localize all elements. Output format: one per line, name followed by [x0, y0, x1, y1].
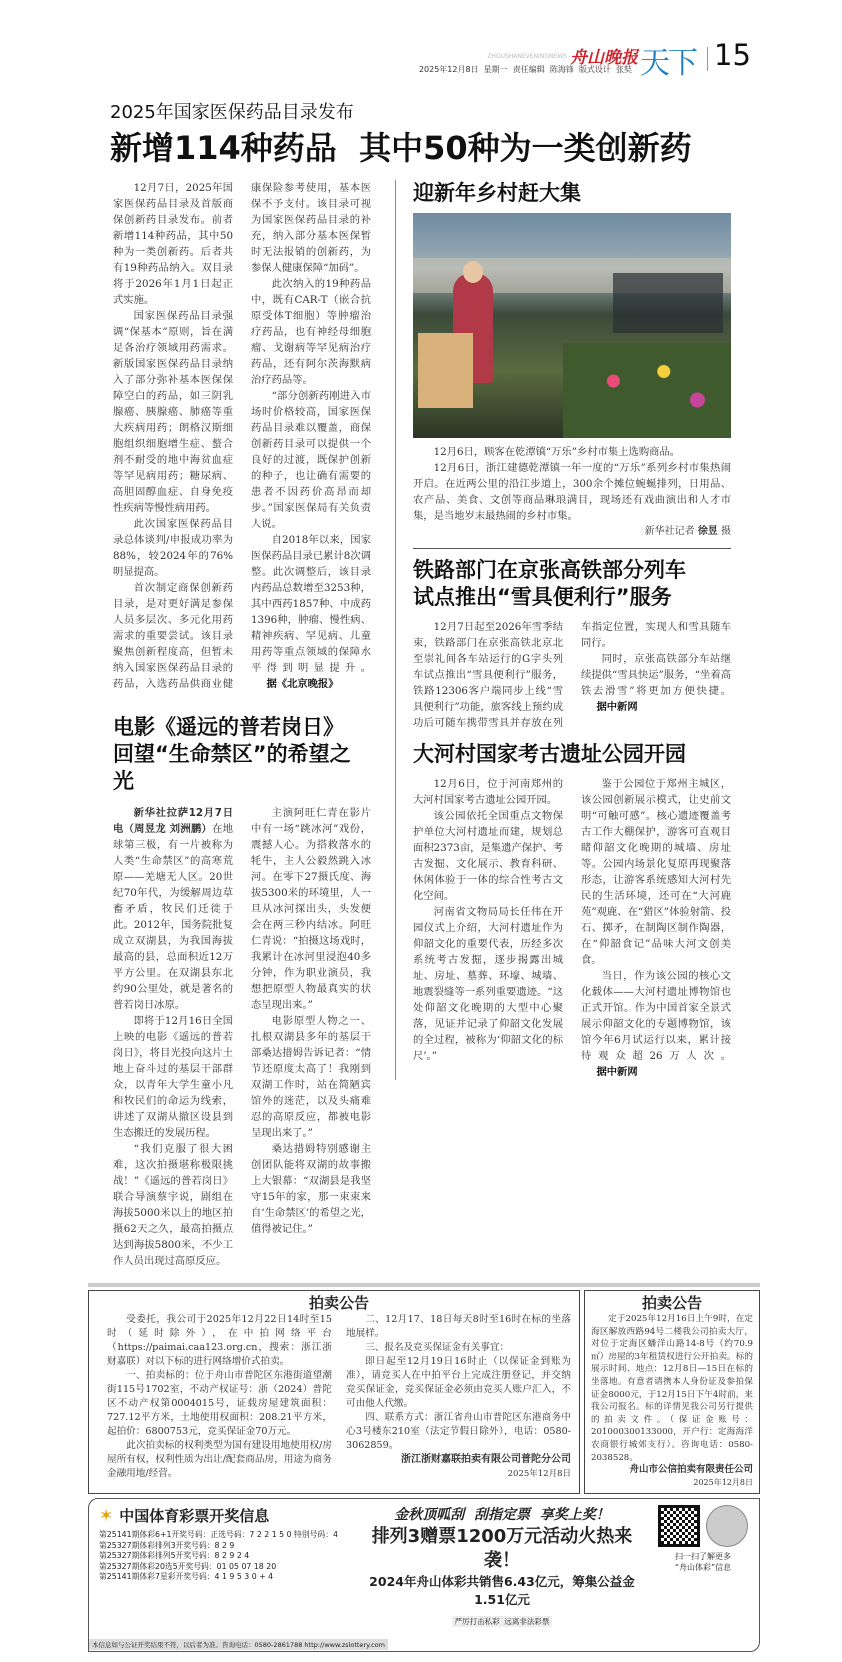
article-body-train	[413, 619, 731, 731]
paragraph: 二、12月17、18日每天8时至16时在标的坐落地展样。	[346, 1314, 571, 1339]
lottery-results	[99, 1530, 349, 1583]
paragraph: 主演阿旺仁青在影片中有一场“跳冰河”戏份，震撼人心。为搭救落水的牦牛，主人公毅然跳入冰河。在零下27摄氏度、海拔5300米的环境里，人一旦从冰河探出头，头发便会在两三秒内结冰。阿旺仁青说：“拍摄这场戏时，我累计在冰河里浸泡40多分钟，作为职业演员，我想把原型人物最真实的状态呈现出来。”	[251, 807, 371, 1011]
dateline: 2025年12月8日 星期一 责任编辑 陈海锋 版式设计 张奘	[418, 65, 632, 74]
lottery-url[interactable]: http://www.zslottery.com	[304, 1641, 385, 1650]
paragraph: 即日起至12月19日16时止（以保证金到账为准），请竞买人在中拍平台上完成注册登记，并交纳竞买保证金，竞买保证金必须由竞买人账户汇入，不可由他人代缴。	[346, 1356, 571, 1409]
ads-row	[88, 1283, 760, 1494]
headline: 新增114种药品 其中50种为一类创新药	[110, 129, 692, 167]
paragraph: 鉴于公园位于郑州主城区，该公园创新展示模式，让史前文明“可触可感”。核心遗迹覆盖考古工作大棚保护，游客可直观目睹仰韶文化晚期的城墙、房址等。公园内场景化复原再现聚落形态，让游客系统感知大河村先民的生活环境，还可在“大河鹿苑”观鹿、在“猎区”体验射箭、投石、掷矛，在制陶区制作陶器，在“仰韶食记”品味大河文创美食。	[581, 778, 731, 966]
paragraph: 此次国家医保药品目录总体谈判/申报成功率为88%，较2024年的76%明显提高。	[113, 518, 233, 578]
paragraph: 四、联系方式：浙江省舟山市普陀区东港商务中心3号楼东210室（法定节假日除外），电话：0580-3062859。	[346, 1412, 571, 1451]
credit-suffix: 摄	[721, 526, 731, 537]
masthead	[0, 0, 842, 100]
paragraph: 国家医保药品目录强调“保基本”原则，旨在满足各治疗领域用药需求。新版国家医保药品目录纳入了部分弥补基本医保保障空白的药品，如三阴乳腺癌、胰腺癌、肺癌等重大疾病用药；朗格汉斯细胞组织细胞增生症、螯合剂不耐受的地中海贫血症等罕见病用药；糖尿病、高胆固醇血症、自身免疫性疾病等慢性病用药。	[113, 310, 233, 514]
kicker: 2025年国家医保药品目录发布	[110, 102, 354, 123]
caption-line: 12月6日，顾客在乾潭镇“万乐”乡村市集上选购商品。	[433, 446, 681, 458]
paragraph: “我们克服了很大困难，这次拍摄堪称极限挑战！”《遥远的普若岗日》联合导演蔡宇说，剧组在海拔5000米以上的地区拍摄62天之久，最高拍摄点达到海拔5800米，不少工作人员出现过高原反应。	[113, 1143, 233, 1267]
paragraph: “部分创新药刚进入市场时价格较高，国家医保药品目录难以覆盖，商保创新药目录可以提供一个良好的过渡，既保护创新的种子，也让确有需要的患者不因药价高昂而却步。”国家医保局有关负责人说。	[251, 390, 371, 530]
paragraph: 一、拍卖标的：位于舟山市普陀区东港街道望潮街115号1702室，不动产权证号：浙（2024）普陀区不动产权第0004015号，证载房屋建筑面积：727.12平方米，土地使用权面积：208.21平方米，起拍价：6800753元，竞买保证金70万元。	[107, 1370, 332, 1437]
paragraph: 在地球第三极，有一片被称为人类“生命禁区”的高寒荒原——羌塘无人区。20世纪70年代，为缓解周边草畜矛盾，牧民们迁徙于此。2012年，国务院批复成立双湖县，为我国海拔最高的县，总面积近12万平方公里。在双湖县东北约90公里处，就是著名的普若岗日冰原。	[113, 823, 234, 1011]
paragraph: 自2018年以来，国家医保药品目录已累计8次调整。此次调整后，该目录内药品总数增至3253种，其中西药1857种、中成药1396种，肿瘤、慢性病、精神疾病、罕见病、儿童用药等重点领域的保障水平得到明显提升。	[251, 534, 371, 674]
park-article-title: 大河村国家考古遗址公园开园	[413, 742, 686, 766]
newspaper-logo: 舟山晚报	[570, 48, 638, 68]
title-line: 回望“生命禁区”的希望之光	[113, 742, 351, 793]
page-number: 15	[714, 38, 751, 72]
result-line: 第25141期体彩7星彩开奖号码：4 1 9 5 3 0 + 4	[99, 1572, 274, 1582]
paragraph: 此次拍卖标的权利类型为国有建设用地使用权/房屋所有权，权利性质为出让/配套商品房，用途为商务金融用地/经营。	[107, 1440, 332, 1479]
result-line: 第25327期体彩排列3开奖号码：8 2 9	[99, 1540, 235, 1550]
lottery-logo-icon: ✶	[99, 1505, 114, 1526]
auction-date: 2025年12月8日	[693, 1477, 753, 1487]
auction-signature: 浙江浙财嘉联拍卖有限公司普陀分公司	[401, 1454, 571, 1465]
paragraph: 桑达措姆特别感谢主创团队能将双湖的故事搬上大银幕：“双湖县是我坚守15年的家，那一束束来自‘生命禁区’的希望之光，值得被记住。”	[251, 1143, 371, 1235]
paragraph: 12月6日，位于河南郑州的大河村国家考古遗址公园开园。	[413, 778, 563, 806]
mini-program-code-icon[interactable]	[706, 1505, 748, 1547]
photo-caption	[413, 444, 731, 540]
auction-notice-2	[584, 1290, 760, 1494]
qr-caption-line: 扫一扫了解更多	[675, 1552, 731, 1562]
right-column	[395, 180, 731, 1080]
paragraph: 电影原型人物之一、扎根双湖县多年的基层干部桑达措姆告诉记者：“情节还原度太高了！我刚到双湖工作时，站在简陋宾馆外的迷茫，以及头痛难忍的高原反应，都被电影呈现出来了。”	[251, 1015, 371, 1139]
paragraph: 首次制定商保创新药目录，是对更好满足参保人员多层次、多元化用药需求的重要尝试。该目录聚焦创新程度高，但暂未纳入国家医保药品目录的药品，入选药品供商业健康保险参考使用，基本医保不予支付。该目录可视为国家医保药品目录的补充，纳入部分基本医保暂时无法报销的创新药，为参保人健康保障“加码”。	[113, 182, 371, 690]
lottery-slogans	[359, 1505, 645, 1628]
left-column	[113, 180, 371, 1269]
caption-text: 12月6日，浙江建德乾潭镇一年一度的“万乐”系列乡村市集热闹开启。在近两公里的沿江步道上，300余个摊位蜿蜒排列，日用品、农产品、美食、文创等商品琳琅满目，现场还有戏曲演出和人才市集，是当地岁末最热闹的乡村市集。	[413, 462, 731, 522]
credit-org: 新华社记者	[644, 526, 695, 537]
paragraph: 河南省文物局局长任伟在开园仪式上介绍，大河村遗址作为仰韶文化的重要代表，历经多次系统考古发掘，逐步揭露出城址、房址、墓葬、环壕、城墙、地震裂缝等一系列重要遗迹。“这处仰韶文化晚期的大型中心聚落，见证并记录了仰韶文化发展的全过程，被称为‘仰韶文化的标尺’。”	[413, 906, 563, 1062]
slogan-sales: 2024年舟山体彩共销售6.43亿元，筹集公益金1.51亿元	[369, 1574, 635, 1608]
result-line: 第25327期体彩排列5开奖号码：8 2 9 2 4	[99, 1551, 250, 1561]
paragraph: 受委托，我公司于2025年12月22日14时至15时（延时除外），在中拍网络平台（https://paimai.caa123.org.cn，搜索：浙江浙财嘉联）对以下标的进行网络增价式拍卖。	[107, 1314, 332, 1367]
market-photo	[413, 213, 731, 438]
auction-signature: 舟山市公信拍卖有限责任公司	[629, 1464, 753, 1476]
paragraph: 12月7日起至2026年雪季结束，铁路部门在京张高铁北京北至崇礼间各车站运行的G字头列车试点推出“雪具便利行”服务，铁路12306客户端同步上线“雪具便利行”功能，旅客线上预约成功后可随车携带雪具并存放在列车指定位置，实现人和雪具随车同行。	[413, 621, 731, 729]
slogan: 金秋顶呱刮 刮指定票 享奖上奖！	[394, 1507, 610, 1524]
paragraph: 定于2025年12月16日上午9时，在定海区解放西路94号二楼我公司拍卖大厅，对位于定海区蟠洋山路14-8号（约70.9㎡）房屋的3年租赁权进行公开拍卖。标的展示时间、地点：12月8日—15日在标的坐落地。有意者请携本人身份证及参拍保证金8000元，于12月15日下午4时前，来我公司报名。标的详情见我公司另行提供的拍卖文件。（保证金账号：201000300133000，开户行：定海海洋农商银行城郊支行）。咨询电话：0580-2038528。	[591, 1314, 753, 1463]
auction-title: 拍卖公告	[641, 1294, 702, 1312]
auction-date: 2025年12月8日	[507, 1469, 571, 1479]
lottery-left	[99, 1505, 349, 1583]
qr-caption-line: “舟山体彩”信息	[674, 1563, 732, 1573]
auction-title: 拍卖公告	[308, 1294, 369, 1312]
credit-name: 徐昱	[697, 526, 718, 537]
masthead-en-name: ZHOUSHANEVENINGNEWS	[487, 53, 567, 60]
train-article-title	[413, 557, 731, 611]
title-line: 电影《遥远的普若岗日》	[113, 715, 344, 739]
divider	[413, 548, 731, 549]
title-line: 铁路部门在京张高铁部分列车	[413, 558, 686, 582]
dateline-lead: 新华社拉萨12月7日电（周昱龙 刘洲鹏）	[113, 807, 233, 835]
title-line: 试点推出“雪具便利行”服务	[413, 585, 672, 609]
paragraph: 12月7日，2025年国家医保药品目录及首版商保创新药目录发布。前者新增114种药品，其中50种为一类创新药。后者共有19种药品纳入。双目录将于2026年1月1日起正式实施。	[113, 182, 233, 306]
masthead-divider	[707, 47, 708, 71]
paragraph: 此次纳入的19种药品中，既有CAR-T（嵌合抗原受体T细胞）等肿瘤治疗药品，也有神经母细胞瘤、戈谢病等罕见病治疗药品，还有阿尔茨海默病治疗药品等。	[251, 278, 371, 386]
slogan-headline: 排列3赠票1200万元活动火热来袭！	[371, 1526, 633, 1572]
source: 据中新网	[596, 1066, 638, 1078]
article-body-film	[113, 805, 371, 1269]
lottery-qr	[655, 1505, 751, 1573]
article-body-medical	[113, 180, 371, 692]
lottery-footer	[89, 1639, 388, 1650]
result-line: 第25327期体彩20选5开奖号码：01 05 07 18 20	[99, 1561, 277, 1571]
footer-text: 本信息如与公证开奖结果不符，以后者为准。咨询电话：0580-2861788	[92, 1641, 303, 1650]
source: 据中新网	[596, 701, 638, 713]
paragraph: 该公园依托全国重点文物保护单位大河村遗址而建，规划总面积2373亩，是集遗产保护、考古发掘、文化展示、教育科研、休闲体验于一体的综合性考古文化空间。	[413, 810, 563, 902]
paragraph: 三、报名及竞买保证金有关事宜：	[365, 1342, 510, 1353]
qr-caption	[655, 1551, 751, 1573]
lottery-title: 中国体育彩票开奖信息	[119, 1507, 270, 1526]
paragraph: 当日，作为该公园的核心文化载体——大河村遗址博物馆也正式开馆。作为中国首家全景式展示仰韶文化的专题博物馆，该馆今年6月试运行以来，累计接待观众超26万人次。	[581, 970, 731, 1062]
article-body-park	[413, 776, 731, 1080]
film-article-title	[113, 714, 371, 795]
result-line: 第25141期体彩6+1开奖号码：正选号码：7 2 2 1 5 0 特别号码：4	[99, 1530, 338, 1540]
paragraph: 即将于12月16日全国上映的电影《遥远的普若岗日》，将目光投向这片土地上奋斗过的基层干部群众，以青年大学生童小凡和牧民们的命运为线索，讲述了双湖从撤区设县到生态搬迁的发展历程。	[113, 1015, 233, 1139]
auction-notice-1	[88, 1290, 580, 1494]
paragraph: 同时，京张高铁部分车站继续提供“雪具快运”服务，“坐着高铁去滑雪”将更加方便快捷。	[581, 653, 731, 697]
slogan-warning: 严厉打击私彩 远离非法彩票	[452, 1616, 553, 1627]
section-title: 天下	[640, 46, 696, 81]
qr-code-icon[interactable]	[658, 1505, 700, 1547]
lottery-ad	[88, 1498, 760, 1652]
source: 据《北京晚报》	[266, 678, 339, 690]
photo-story-title: 迎新年乡村赶大集	[413, 181, 581, 205]
